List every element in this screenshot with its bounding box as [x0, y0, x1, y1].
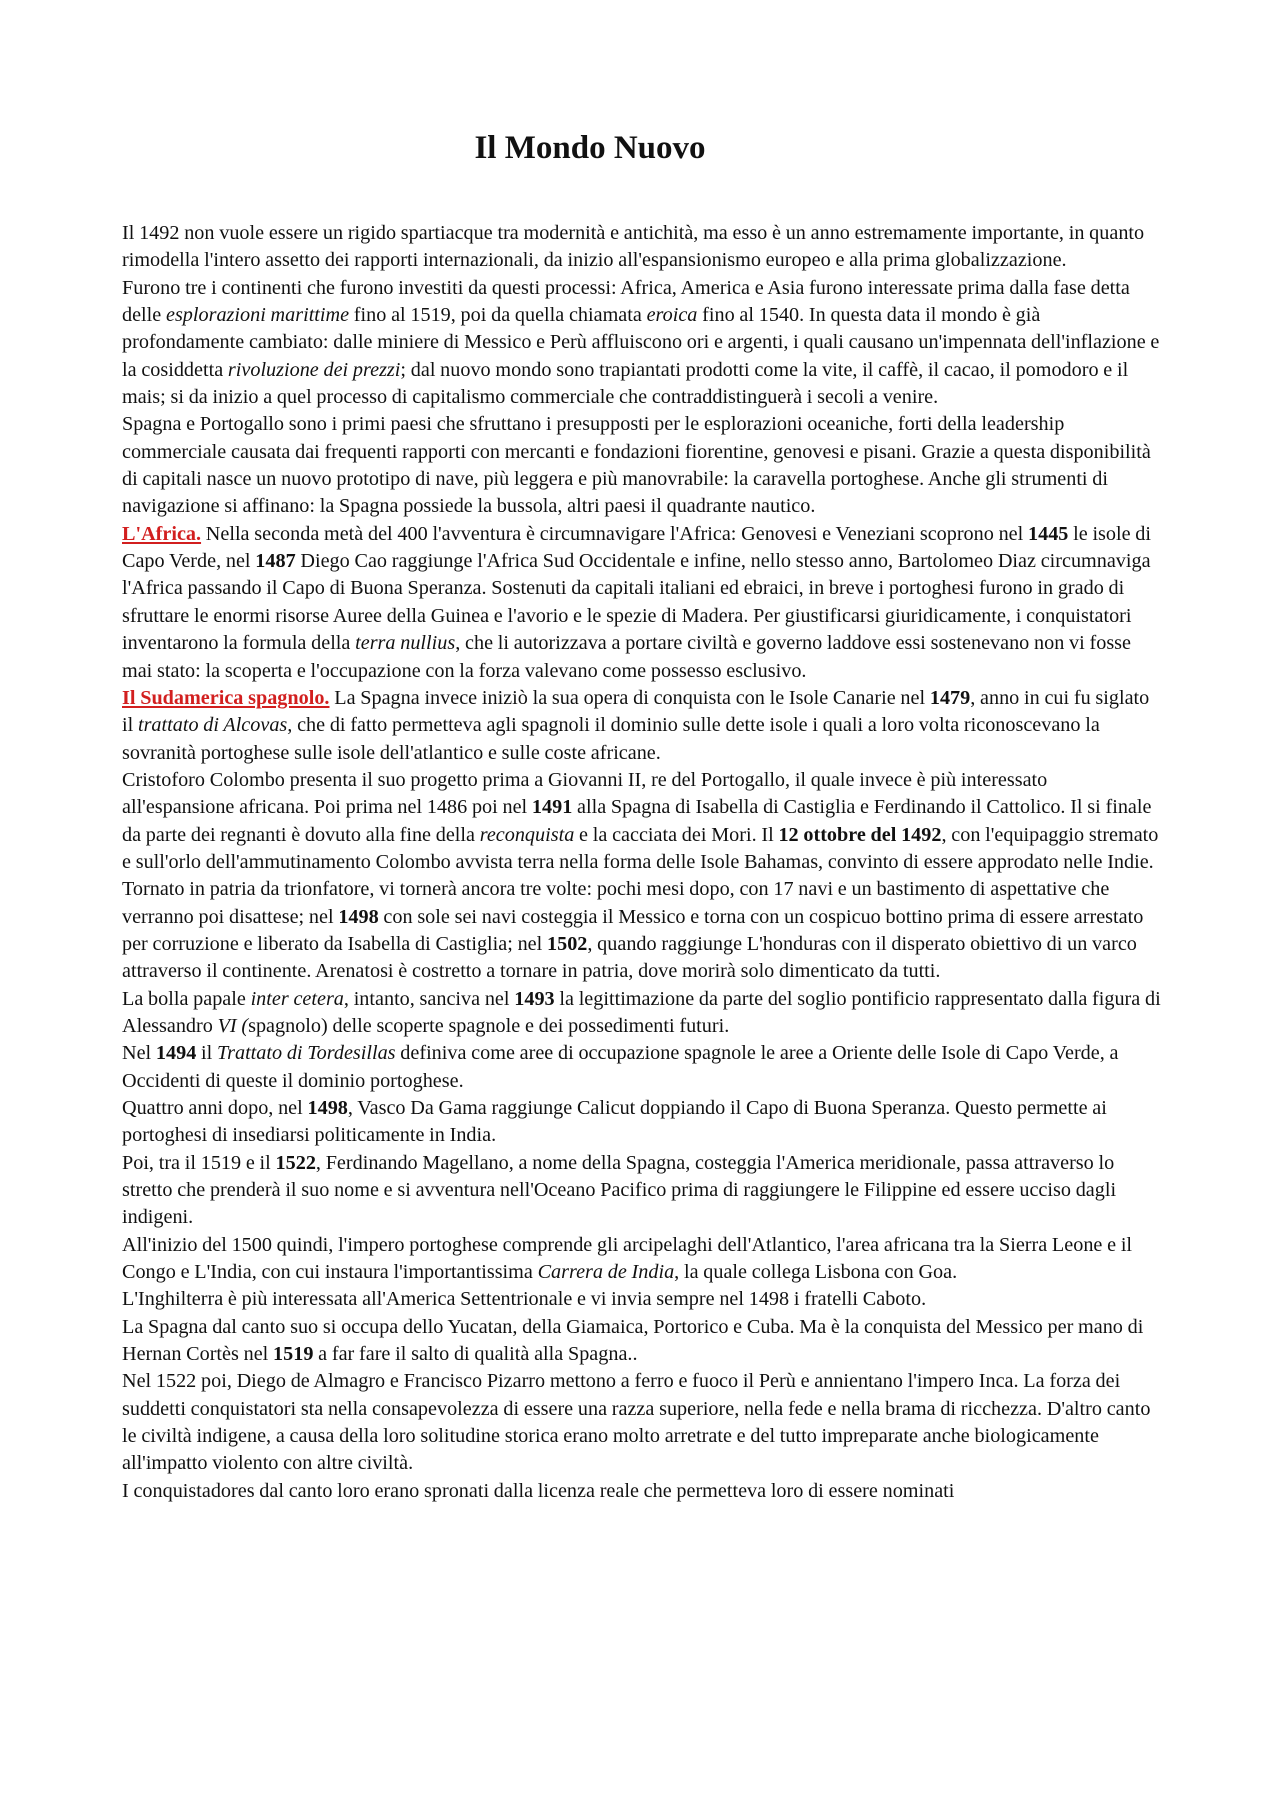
- text-run: Nel 1522 poi, Diego de Almagro e Francisco Pizarro mettono a ferro e fuoco il Perù e annientano l'impero Inca. La forza dei suddetti conquistatori sta nella consapevolezza di essere una razza superiore, nella fede e nella brama di ricchezza. D'altro canto le civiltà indigene, a causa della loro solitudine storica erano molto arretrate e del tutto impreparate anche biologicamente all'impatto violento con altre civiltà.: [122, 1370, 1151, 1475]
- text-run: Nel: [122, 1042, 156, 1065]
- text-run: I conquistadores dal canto loro erano spronati dalla licenza reale che permetteva loro di essere nominati: [122, 1479, 955, 1502]
- body-text: [122, 220, 1162, 1505]
- bold-date: 1522: [275, 1151, 316, 1174]
- text-run: , con l'equipaggio stremato e sull'orlo dell'ammutinamento Colombo avvista terra nella forma delle Isole Bahamas, convinto di essere approdato nelle Indie.: [122, 823, 1159, 873]
- text-run: , Vasco Da Gama raggiunge Calicut doppiando il Capo di Buona Speranza. Questo permette ai portoghesi di insediarsi politicamente in India.: [122, 1097, 1107, 1147]
- text-run: , quando raggiunge L'honduras con il disperato obiettivo di un varco attraverso il continente. Arenatosi è costretto a tornare in patria, dove morirà solo dimenticato da tutti.: [122, 932, 1137, 983]
- paragraph: [122, 685, 1162, 767]
- italic-term: inter cetera: [250, 987, 344, 1010]
- text-run: Diego Cao raggiunge l'Africa Sud Occidentale e infine, nello stesso anno, Bartolomeo Diaz circumnaviga l'Africa passando il Capo di Buona Speranza. Sostenuti da capitali italiani ed ebraici, in breve i portoghesi furono in grado di sfruttare le enormi risorse Auree della Guinea e l'avorio e le spezie di Madera. Per giustificarsi giuridicamente, i conquistatori inventarono la formula della: [122, 550, 1151, 655]
- bold-date: 1479: [929, 686, 971, 709]
- bold-date: 1519: [273, 1343, 314, 1366]
- paragraph: [122, 1150, 1162, 1232]
- text-run: e la cacciata dei Mori. Il: [574, 823, 779, 846]
- paragraph: [122, 1232, 1162, 1287]
- text-run: Tornato in patria da trionfatore, vi tornerà ancora tre volte: pochi mesi dopo, con 17 navi e un bastimento di aspettative che verranno poi disattese; nel: [122, 878, 1110, 928]
- paragraph: [122, 411, 1162, 520]
- text-run: ; dal nuovo mondo sono trapiantati prodotti come la vite, il caffè, il cacao, il pomodoro e il mais; si da inizio a quel processo di capitalismo commerciale che contraddistinguerà i secoli a venire.: [122, 358, 1129, 409]
- text-run: , che li autorizzava a portare civiltà e governo laddove essi sostenevano non vi fosse mai stato: la scoperta e l'occupazione con la forza valevano come possesso esclusivo.: [122, 632, 1131, 682]
- bold-date: 1445: [1028, 522, 1069, 545]
- paragraph: [122, 1286, 1162, 1313]
- bold-date: 1487: [255, 550, 296, 573]
- text-run: fino al 1519, poi da quella chiamata: [349, 304, 647, 327]
- bold-date: 1491: [531, 796, 573, 819]
- text-run: All'inizio del 1500 quindi, l'impero portoghese comprende gli arcipelaghi dell'Atlantico, l'area africana tra la Sierra Leone e il Congo e L'India, con cui instaura l'importantissima: [122, 1233, 1133, 1284]
- text-run: le isole di Capo Verde, nel: [122, 522, 1152, 573]
- paragraph: [122, 275, 1162, 412]
- bold-date: 1502: [547, 932, 588, 955]
- section-heading-link[interactable]: L'Africa.: [122, 522, 202, 545]
- paragraph: [122, 1368, 1162, 1477]
- text-run: spagnolo) delle scoperte spagnole e dei possedimenti futuri.: [248, 1014, 730, 1037]
- paragraph: [122, 876, 1162, 985]
- italic-term: rivoluzione dei prezzi: [227, 358, 401, 381]
- bold-date: 12 ottobre del 1492: [778, 823, 942, 846]
- paragraph: [122, 521, 1162, 685]
- text-run: La Spagna invece iniziò la sua opera di conquista con le Isole Canarie nel: [329, 686, 930, 709]
- text-run: a far fare il salto di qualità alla Spagna..: [313, 1343, 638, 1366]
- section-heading-link[interactable]: Il Sudamerica spagnolo.: [122, 686, 330, 709]
- italic-term: Carrera de India: [537, 1261, 675, 1284]
- text-run: fino al 1540. In questa data il mondo è già profondamente cambiato: dalle miniere di Messico e Perù affluiscono ori e argenti, i quali causano un'impennata dell'inflazione e la cosiddetta: [122, 304, 1160, 381]
- italic-term: esplorazioni marittime: [165, 304, 350, 327]
- text-run: che di fatto permetteva agli spagnoli il dominio sulle dette isole i quali a loro volta riconoscevano la sovranità portoghese sulle isole dell'atlantico e sulle coste africane.: [122, 714, 1100, 764]
- paragraph: [122, 1040, 1162, 1095]
- page-title: Il Mondo Nuovo: [474, 130, 706, 166]
- bold-date: 1493: [514, 987, 555, 1010]
- paragraph: [122, 767, 1162, 876]
- text-run: Nella seconda metà del 400 l'avventura è circumnavigare l'Africa: Genovesi e Veneziani scoprono nel: [201, 522, 1028, 545]
- italic-term: terra nullius: [355, 632, 456, 655]
- text-run: Furono tre i continenti che furono investiti da questi processi: Africa, America e Asia furono interessate prima dalla fase detta delle: [122, 276, 1130, 327]
- bold-date: 1494: [155, 1042, 197, 1065]
- text-run: Cristoforo Colombo presenta il suo progetto prima a Giovanni II, re del Portogallo, il quale invece è più interessato all'espansione africana. Poi prima nel 1486 poi nel: [122, 768, 1048, 819]
- text-run: Quattro anni dopo, nel: [122, 1097, 308, 1119]
- paragraph: [122, 986, 1162, 1041]
- text-run: , anno in cui fu siglato il: [122, 686, 1150, 737]
- text-run: definiva come aree di occupazione spagnole le aree a Oriente delle Isole di Capo Verde, a Occidenti di queste il dominio portoghese.: [122, 1042, 1119, 1092]
- paragraph: [122, 1314, 1162, 1369]
- text-run: L'Inghilterra è più interessata all'America Settentrionale e vi invia sempre nel 1498 i fratelli Caboto.: [122, 1288, 927, 1311]
- text-run: Spagna e Portogallo sono i primi paesi che sfruttano i presupposti per le esplorazioni oceaniche, forti della leadership commerciale causata dai frequenti rapporti con mercanti e fondazioni fiorentine, genovesi e pisani. Grazie a questa disponibilità di capitali nasce un nuovo prototipo di nave, più leggera e più manovrabile: la caravella portoghese. Anche gli strumenti di navigazione si affinano: la Spagna possiede la bussola, altri paesi il quadrante nautico.: [122, 413, 1151, 518]
- italic-term: eroica: [646, 304, 698, 327]
- italic-term: reconquista: [479, 823, 575, 846]
- bold-date: 1498: [307, 1097, 348, 1119]
- text-run: la legittimazione da parte del soglio pontificio rappresentato dalla figura di Alessandro: [122, 987, 1161, 1037]
- italic-term: Trattato di Tordesillas: [217, 1042, 396, 1065]
- text-run: , intanto, sanciva nel: [343, 987, 515, 1010]
- text-run: , Ferdinando Magellano, a nome della Spagna, costeggia l'America meridionale, passa attraverso lo stretto che prenderà il suo nome e si avventura nell'Oceano Pacifico prima di raggiungere le Filippine ed essere ucciso dagli indigeni.: [122, 1151, 1117, 1229]
- text-run: alla Spagna di Isabella di Castiglia e Ferdinando il Cattolico. Il si finale da parte dei regnanti è dovuto alla fine della: [122, 796, 1152, 846]
- italic-term: VI (: [217, 1014, 249, 1037]
- text-run: La bolla papale: [122, 987, 251, 1010]
- bold-date: 1498: [338, 905, 379, 928]
- italic-term: trattato di Alcovas,: [137, 714, 293, 737]
- paragraph: [122, 220, 1162, 275]
- text-run: La Spagna dal canto suo si occupa dello Yucatan, della Giamaica, Portorico e Cuba. Ma è la conquista del Messico per mano di Hernan Cortès nel: [122, 1315, 1144, 1366]
- text-run: Il 1492 non vuole essere un rigido spartiacque tra modernità e antichità, ma esso è un anno estremamente importante, in quanto rimodella l'intero assetto dei rapporti internazionali, da inizio all'espansionismo europeo e alla prima globalizzazione.: [122, 222, 1145, 272]
- text-run: Poi, tra il 1519 e il: [122, 1151, 276, 1174]
- text-run: , la quale collega Lisbona con Goa.: [674, 1261, 958, 1284]
- paragraph: [122, 1095, 1162, 1150]
- text-run: il: [196, 1042, 217, 1065]
- paragraph: [122, 1478, 1162, 1505]
- text-run: con sole sei navi costeggia il Messico e torna con un cospicuo bottino prima di essere arrestato per corruzione e liberato da Isabella di Castiglia; nel: [122, 905, 1144, 955]
